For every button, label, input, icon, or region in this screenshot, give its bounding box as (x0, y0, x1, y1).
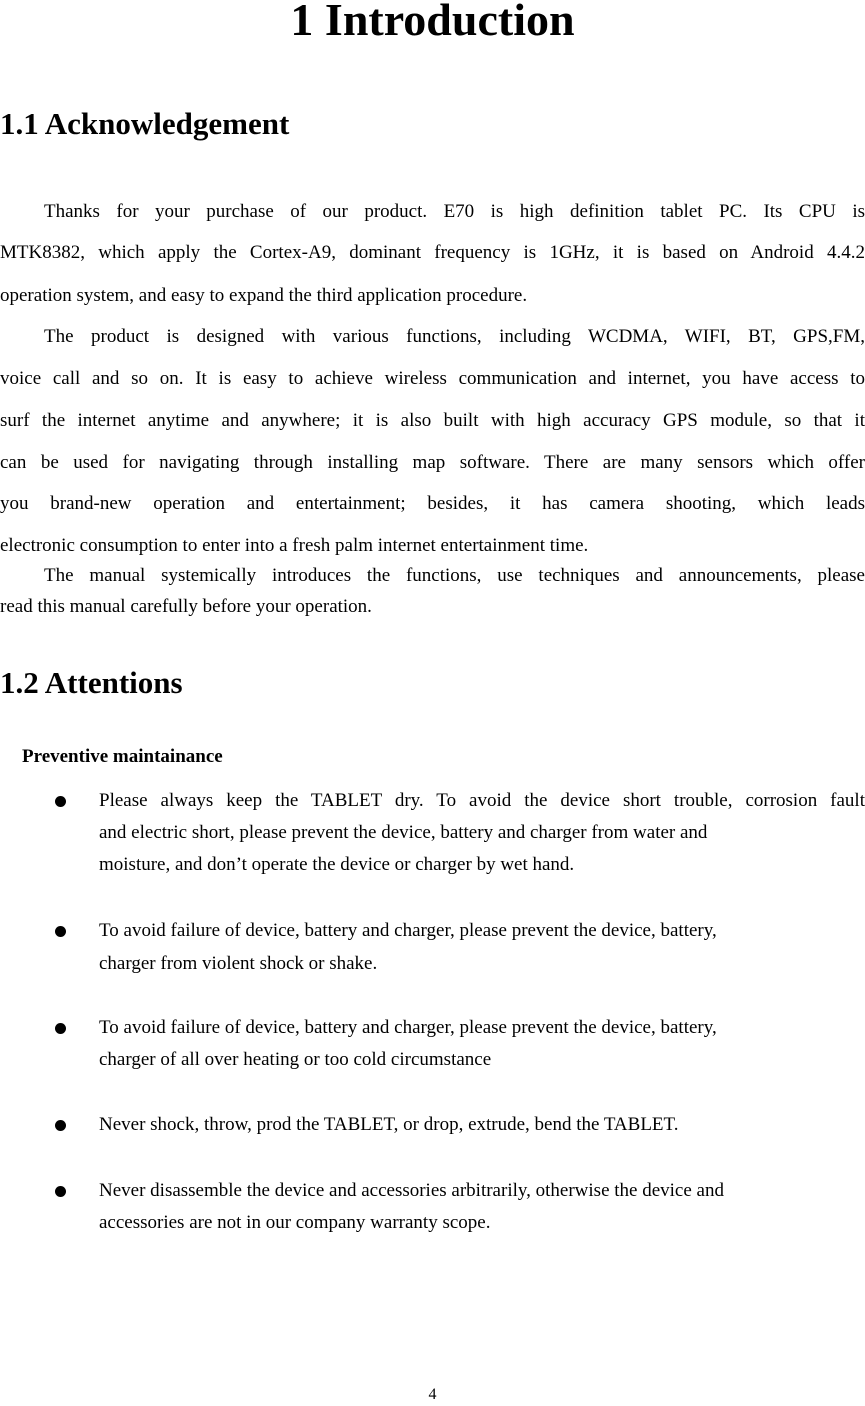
text-line: electronic consumption to enter into a fresh palm internet entertainment time. (0, 535, 589, 556)
section-title-acknowledgement: 1.1 Acknowledgement (0, 106, 290, 141)
text-line: voice call and so on. It is easy to achieve wireless communication and internet, you have access to (0, 368, 865, 389)
text-line: you brand-new operation and entertainment; besides, it has camera shooting, which leads (0, 493, 865, 514)
bullet-icon (55, 1186, 66, 1197)
text-line: moisture, and don’t operate the device or charger by wet hand. (99, 854, 575, 875)
page-number: 4 (428, 1386, 437, 1403)
text-line: Thanks for your purchase of our product. E70 is high definition tablet PC. Its CPU is (44, 201, 865, 222)
bullet-icon (55, 1023, 66, 1034)
text-line: MTK8382, which apply the Cortex-A9, dominant frequency is 1GHz, it is based on Android 4.4.2 (0, 242, 865, 263)
text-line: The product is designed with various functions, including WCDMA, WIFI, BT, GPS,FM, (44, 326, 865, 347)
text-line: charger from violent shock or shake. (99, 953, 378, 974)
bullet-icon (55, 1120, 66, 1131)
section-title-attentions: 1.2 Attentions (0, 665, 183, 700)
text-line: To avoid failure of device, battery and charger, please prevent the device, battery, (99, 920, 717, 941)
text-line: charger of all over heating or too cold circumstance (99, 1049, 492, 1070)
text-line: Please always keep the TABLET dry. To avoid the device short trouble, corrosion fault (99, 790, 865, 811)
text-line: can be used for navigating through installing map software. There are many sensors which offer (0, 452, 865, 473)
subheading-preventive-maintainance: Preventive maintainance (22, 746, 223, 767)
text-line: operation system, and easy to expand the third application procedure. (0, 285, 528, 306)
bullet-icon (55, 926, 66, 937)
text-line: The manual systemically introduces the functions, use techniques and announcements, please (44, 565, 865, 586)
text-line: Never disassemble the device and accessories arbitrarily, otherwise the device and (99, 1180, 724, 1201)
text-line: Never shock, throw, prod the TABLET, or drop, extrude, bend the TABLET. (99, 1114, 679, 1135)
text-line: surf the internet anytime and anywhere; it is also built with high accuracy GPS module, so that it (0, 410, 865, 431)
text-line: To avoid failure of device, battery and charger, please prevent the device, battery, (99, 1017, 717, 1038)
text-line: read this manual carefully before your operation. (0, 596, 372, 617)
text-line: accessories are not in our company warranty scope. (99, 1212, 491, 1233)
text-line: and electric short, please prevent the device, battery and charger from water and (99, 822, 708, 843)
bullet-icon (55, 796, 66, 807)
chapter-title: 1 Introduction (290, 0, 575, 45)
